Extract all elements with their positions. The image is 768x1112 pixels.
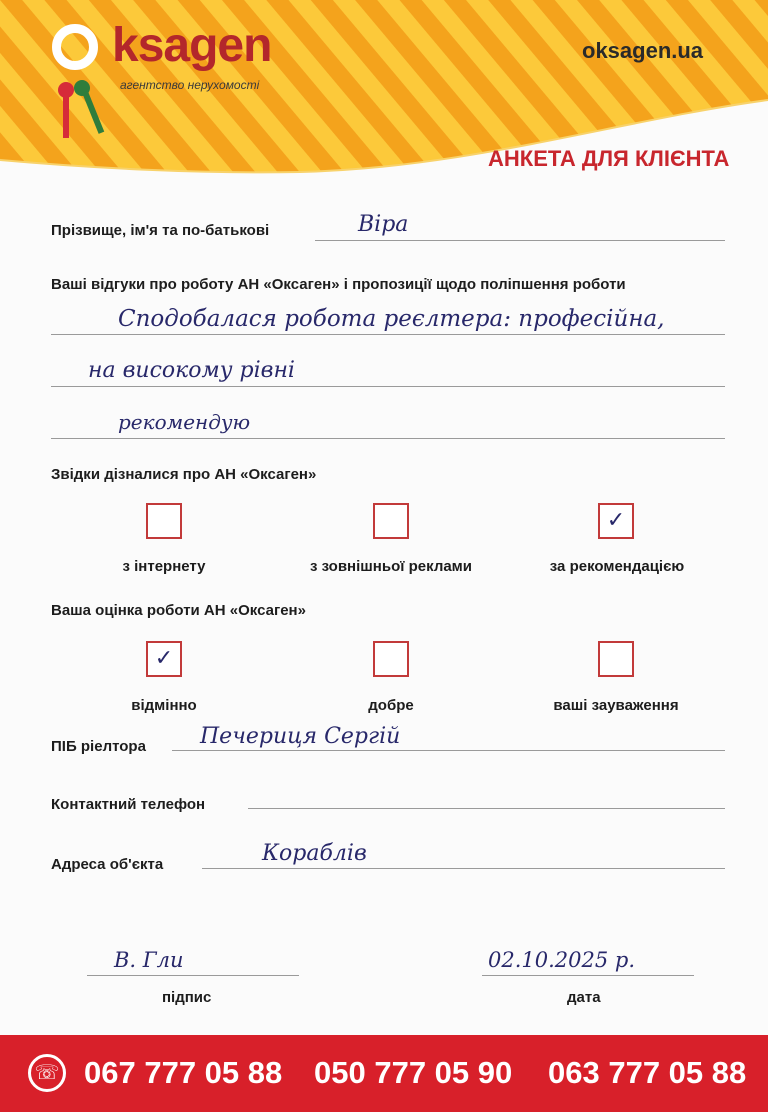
keys-icon: [52, 74, 112, 144]
phone-label: Контактний телефон: [51, 796, 206, 813]
name-label: Прізвище, ім'я та по-батькові: [51, 222, 270, 239]
viber-icon: ☏: [28, 1054, 66, 1092]
address-label: Адреса об'єкта: [51, 856, 164, 873]
source-ads-checkbox[interactable]: [373, 503, 409, 539]
signature-field[interactable]: В. Гли: [114, 948, 184, 972]
feedback-line-1: [51, 334, 725, 335]
signature-label: підпис: [162, 989, 212, 1006]
realtor-label: ПІБ ріелтора: [51, 738, 146, 755]
date-label: дата: [567, 989, 601, 1006]
date-line: [482, 975, 694, 976]
rating-good-label: добре: [368, 697, 414, 714]
rating-remarks-label: ваші зауваження: [553, 697, 679, 714]
name-field[interactable]: Віра: [358, 212, 409, 237]
realtor-field[interactable]: Печериця Сергій: [200, 724, 401, 749]
phone-number-2[interactable]: 050 777 05 90: [314, 1055, 513, 1090]
source-internet-checkbox[interactable]: [146, 503, 182, 539]
realtor-line: [172, 750, 725, 751]
source-recommendation-checkbox[interactable]: [598, 503, 634, 539]
address-line: [202, 868, 725, 869]
feedback-text-3[interactable]: рекомендую: [118, 410, 251, 434]
source-internet-label: з інтернету: [122, 558, 206, 575]
feedback-line-2: [51, 386, 725, 387]
checkmark-icon: ✓: [154, 646, 174, 671]
feedback-text-2[interactable]: на високому рівні: [88, 358, 295, 383]
logo-ring-icon: [52, 24, 98, 70]
rating-label: Ваша оцінка роботи АН «Оксаген»: [51, 602, 306, 619]
rating-remarks-checkbox[interactable]: [598, 641, 634, 677]
checkmark-icon: ✓: [606, 508, 626, 533]
source-ads-label: з зовнішньої реклами: [309, 558, 473, 575]
source-recommendation-label: за рекомендацією: [549, 558, 685, 575]
rating-good-checkbox[interactable]: [373, 641, 409, 677]
phone-number-1[interactable]: 067 777 05 88: [84, 1055, 283, 1090]
logo-subtitle: агентство нерухомості: [120, 78, 260, 92]
rating-excellent-checkbox[interactable]: [146, 641, 182, 677]
signature-line: [87, 975, 299, 976]
name-line: [315, 240, 725, 241]
address-field[interactable]: Кораблів: [262, 841, 367, 866]
phone-number-3[interactable]: 063 777 05 88: [548, 1055, 747, 1090]
logo-wordmark: ksagen: [112, 19, 272, 72]
source-label: Звідки дізналися про АН «Оксаген»: [51, 466, 317, 483]
form-title: АНКЕТА ДЛЯ КЛІЄНТА: [488, 146, 730, 171]
feedback-text-1[interactable]: Сподобалася робота реєлтера: професійна,: [118, 306, 665, 332]
date-field[interactable]: 02.10.2025 р.: [488, 948, 636, 972]
feedback-label: Ваші відгуки про роботу АН «Оксаген» і пропозиції щодо поліпшення роботи: [51, 276, 626, 293]
feedback-line-3: [51, 438, 725, 439]
phone-line: [248, 808, 725, 809]
rating-excellent-label: відмінно: [131, 697, 197, 714]
website-link[interactable]: oksagen.ua: [582, 38, 704, 63]
